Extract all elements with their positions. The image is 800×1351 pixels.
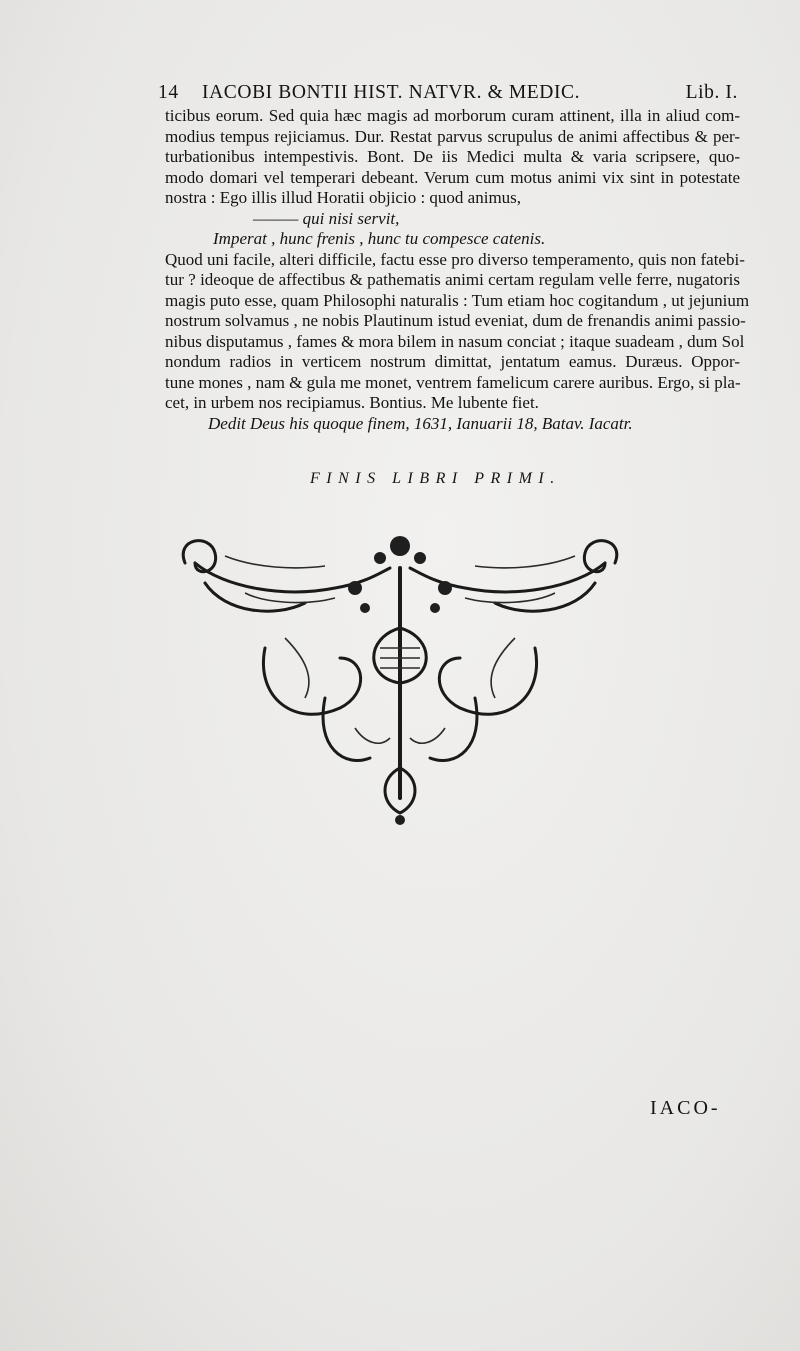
dedication-date: Dedit Deus his quoque finem, 1631, Ianuarii 18, Batav. Iacatr. — [208, 414, 633, 433]
text-line: tune mones , nam & gula me monet, ventrem famelicum carere auribus. Ergo, si pla- — [165, 372, 741, 392]
text-line: ticibus eorum. Sed quia hæc magis ad morborum curam attinent, illa in aliud com- — [165, 106, 740, 125]
text-line: modius tempus rejiciamus. Dur. Restat parvus scrupulus de animi affectibus & per- — [165, 126, 740, 146]
floral-headpiece-ornament-icon — [165, 528, 635, 828]
page-number: 14 — [158, 82, 179, 103]
text-line: nibus disputamus , fames & mora bilem in nasum conciat ; itaque suadeam , dum Sol — [165, 331, 745, 351]
text-line: magis puto esse, quam Philosophi naturalis : Tum etiam hoc cogitandum , ut jejunium — [165, 290, 750, 310]
finis-heading: FINIS LIBRI PRIMI. — [310, 470, 561, 487]
running-title: IACOBI BONTII HIST. NATVR. & MEDIC. — [202, 82, 581, 103]
text-line: turbationibus intempestivis. Bont. De iis Medici multa & varia scripsere, quo- — [165, 147, 740, 166]
text-line: nondum radios in verticem nostrum dimittat, jentatum eamus. Duræus. Oppor- — [165, 352, 740, 371]
text-line: modo domari vel temperari debeant. Verum cum motus animi vix sint in potestate — [165, 167, 740, 187]
text-line: Quod uni facile, alteri difficile, factu esse pro diverso temperamento, quis non fatebi- — [165, 249, 745, 269]
body-text — [165, 106, 750, 414]
text-line: nostra : Ego illis illud Horatii objicio : quod animus, — [165, 188, 522, 207]
book-label: Lib. I. — [685, 82, 738, 103]
text-line: nostrum solvamus , ne nobis Plautinum istud eveniat, dum de frenandis animi passio- — [165, 311, 746, 330]
verse-line: ——— qui nisi servit, — [253, 208, 400, 228]
text-line: cet, in urbem nos recipiamus. Bontius. Me lubente fiet. — [165, 393, 539, 412]
verse-line: Imperat , hunc frenis , hunc tu compesce catenis. — [213, 229, 546, 248]
text-line: tur ? ideoque de affectibus & pathematis animi certam regulam velle ferre, nugatoris — [165, 270, 740, 289]
catchword: IACO- — [650, 1097, 721, 1119]
